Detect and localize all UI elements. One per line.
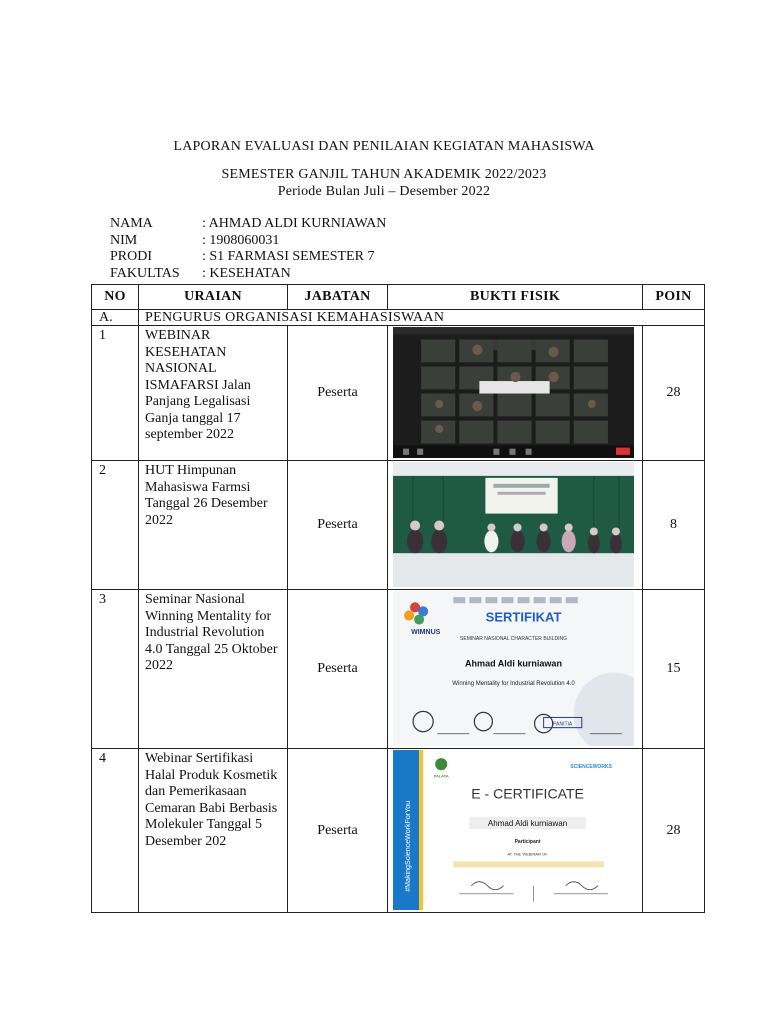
- group-event-photo-icon: [393, 462, 634, 587]
- nim-value: : 1908060031: [202, 232, 280, 248]
- student-info: [110, 216, 386, 282]
- row-bukti: [388, 326, 643, 461]
- period-line: Periode Bulan Juli – Desember 2022: [277, 184, 491, 199]
- header-no: NO: [92, 285, 139, 310]
- semester-line: SEMESTER GANJIL TAHUN AKADEMIK 2022/2023: [221, 167, 547, 182]
- header-uraian: URAIAN: [139, 285, 288, 310]
- row-bukti: [388, 749, 643, 913]
- row-bukti: [388, 461, 643, 590]
- row-poin: 8: [643, 461, 705, 590]
- activity-table: [91, 284, 705, 913]
- row-jabatan: Peserta: [288, 326, 388, 461]
- section-code: A.: [92, 310, 139, 326]
- row-poin: 15: [643, 590, 705, 749]
- table-row: [92, 461, 705, 590]
- cert-brand: WIMNUS: [411, 627, 441, 636]
- table-row: [92, 749, 705, 913]
- row-no: 2: [92, 461, 139, 590]
- nim-label: NIM: [110, 232, 138, 248]
- zoom-webinar-screenshot-icon: [393, 327, 634, 458]
- table-header-row: [92, 285, 705, 310]
- row-uraian: HUT Himpunan Mahasiswa Farmsi Tanggal 26 Desember 2022: [139, 461, 288, 590]
- prodi-label: PRODI: [110, 249, 153, 264]
- row-bukti: [388, 590, 643, 749]
- cert-event: SEMINAR NASIONAL CHARACTER BUILDING: [460, 635, 567, 642]
- row-uraian: WEBINAR KESEHATAN NASIONAL ISMAFARSI Jalan Panjang Legalisasi Ganja tanggal 17 september 2022: [139, 326, 288, 461]
- nama-value: : AHMAD ALDI KURNIAWAN: [202, 216, 387, 231]
- cert-theme: Winning Mentality for Industrial Revolution 4.0: [452, 680, 575, 687]
- cert-stamp: PANITIA: [553, 721, 573, 728]
- row-no: 3: [92, 590, 139, 749]
- header-bukti: BUKTI FISIK: [388, 285, 643, 310]
- fakultas-value: : KESEHATAN: [202, 265, 291, 281]
- row-jabatan: Peserta: [288, 461, 388, 590]
- cert-org: PALAPA: [433, 773, 449, 779]
- cert-name: Ahmad Aldi kurniawan: [487, 818, 568, 828]
- fakultas-label: FAKULTAS: [110, 265, 180, 281]
- nama-label: NAMA: [110, 216, 153, 231]
- row-jabatan: Peserta: [288, 590, 388, 749]
- header-poin: POIN: [643, 285, 705, 310]
- cert-title: SERTIFIKAT: [485, 609, 562, 625]
- row-jabatan: Peserta: [288, 749, 388, 913]
- cert-role: Participant: [514, 839, 541, 846]
- row-poin: 28: [643, 326, 705, 461]
- row-poin: 28: [643, 749, 705, 913]
- section-row: [92, 310, 705, 326]
- row-uraian: Seminar Nasional Winning Mentality for Industrial Revolution 4.0 Tanggal 25 Oktober 2022: [139, 590, 288, 749]
- report-title: LAPORAN EVALUASI DAN PENILAIAN KEGIATAN MAHASISWA: [173, 139, 595, 154]
- table-row: [92, 326, 705, 461]
- cert-name: Ahmad Aldi kurniawan: [465, 658, 562, 669]
- cert-brand: SCIENCEWORKS: [570, 764, 612, 771]
- e-certificate-image-icon: [393, 750, 634, 910]
- cert-side-text: #MakingScienceWorkForYou: [405, 800, 413, 892]
- row-no: 4: [92, 749, 139, 913]
- row-uraian: Webinar Sertifikasi Halal Produk Kosmetik dan Pemerikasaan Cemaran Babi Berbasis Molekuler Tanggal 5 Desember 202: [139, 749, 288, 913]
- section-title: PENGURUS ORGANISASI KEMAHASISWAAN: [139, 310, 705, 326]
- header-jabatan: JABATAN: [288, 285, 388, 310]
- prodi-value: : S1 FARMASI SEMESTER 7: [202, 249, 375, 264]
- certificate-image-icon: [393, 591, 634, 746]
- cert-title: E - CERTIFICATE: [471, 785, 584, 802]
- table-row: [92, 590, 705, 749]
- row-no: 1: [92, 326, 139, 461]
- cert-event: AT THE WEBINAR OF: [507, 851, 548, 857]
